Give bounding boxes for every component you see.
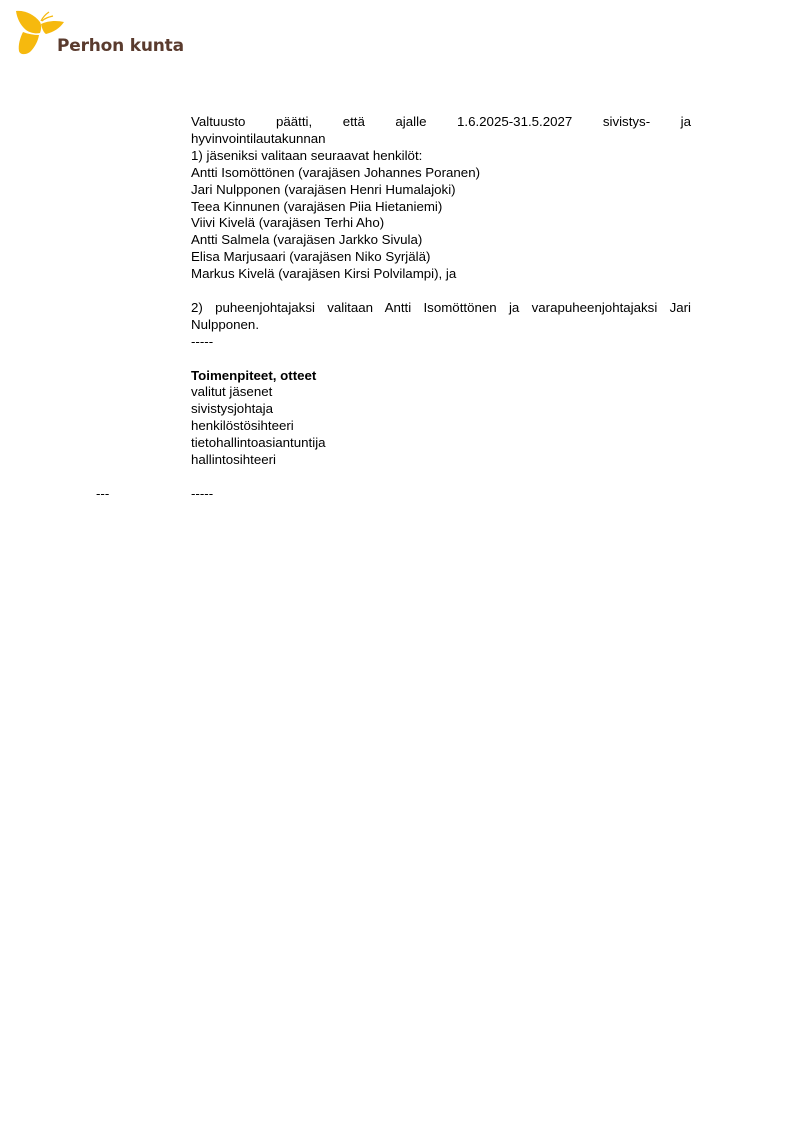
- decision-separator: -----: [191, 333, 214, 349]
- decision-intro-line-2: hyvinvointilautakunnan: [191, 130, 326, 146]
- recipient-line: hallintosihteeri: [191, 452, 277, 468]
- member-line: Viivi Kivelä (varajäsen Terhi Aho): [191, 215, 385, 231]
- member-line: Jari Nulpponen (varajäsen Henri Humalajoki): [191, 181, 456, 197]
- item-2-line-1: 2) puheenjohtajaksi valitaan Antti Isomöttönen ja varapuheenjohtajaksi Jari: [191, 299, 691, 315]
- item-2-line-2: Nulpponen.: [191, 316, 260, 332]
- footer-left-marker: ---: [96, 486, 110, 501]
- decision-body: [191, 114, 691, 469]
- recipient-line: henkilöstösihteeri: [191, 418, 294, 434]
- member-line: Antti Salmela (varajäsen Jarkko Sivula): [191, 232, 423, 248]
- actions-heading: Toimenpiteet, otteet: [191, 367, 317, 383]
- footer-right-marker: -----: [191, 486, 214, 501]
- item-1-heading: 1) jäseniksi valitaan seuraavat henkilöt:: [191, 147, 423, 163]
- member-line: Antti Isomöttönen (varajäsen Johannes Poranen): [191, 164, 481, 180]
- decision-intro-line-1: Valtuusto päätti, että ajalle 1.6.2025-31.5.2027 sivistys- ja: [191, 114, 691, 129]
- recipient-line: valitut jäsenet: [191, 384, 273, 400]
- spacer: [191, 283, 691, 300]
- member-line: Elisa Marjusaari (varajäsen Niko Syrjälä): [191, 249, 431, 265]
- municipality-logo: [14, 8, 184, 58]
- member-line: Markus Kivelä (varajäsen Kirsi Polvilampi), ja: [191, 266, 457, 282]
- recipient-line: sivistysjohtaja: [191, 401, 274, 417]
- recipient-line: tietohallintoasiantuntija: [191, 435, 326, 451]
- member-line: Teea Kinnunen (varajäsen Piia Hietaniemi): [191, 198, 443, 214]
- logo-text: Perhon kunta: [57, 36, 184, 56]
- spacer: [191, 351, 691, 368]
